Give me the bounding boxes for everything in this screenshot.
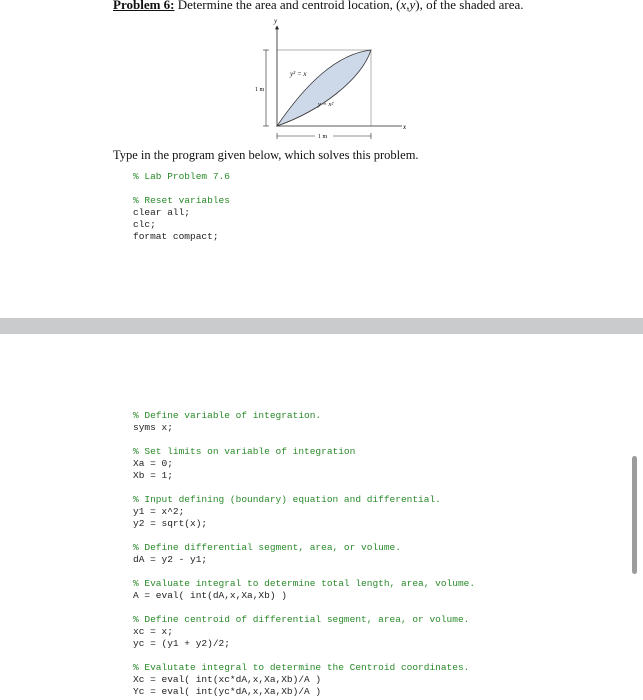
document-page-2 (0, 334, 643, 700)
shaded-area-figure (250, 14, 420, 144)
upper-curve-label: y² = x (290, 70, 307, 78)
code-block-setup (133, 171, 230, 243)
code-line: Xa = 0; (133, 458, 173, 469)
code-line: clear all; (133, 207, 191, 218)
code-line: y2 = sqrt(x); (133, 518, 208, 529)
ybar-symbol: $\overline{y}$ (409, 0, 416, 12)
comma: , (406, 0, 410, 12)
code-line: Xb = 1; (133, 470, 173, 481)
page-gap (0, 318, 643, 334)
problem-text-after: ), of the shaded area. (415, 0, 524, 12)
code-line: yc = (y1 + y2)/2; (133, 638, 230, 649)
code-line: xc = x; (133, 626, 173, 637)
code-comment-line: % Define centroid of differential segment, area, or volume. (133, 614, 470, 625)
code-blank-line (133, 530, 475, 542)
code-line: clc; (133, 219, 156, 230)
vertical-scrollbar[interactable] (632, 456, 637, 574)
code-line: A = eval( int(dA,x,Xa,Xb) ) (133, 590, 287, 601)
lower-curve-label: y = x² (318, 101, 334, 108)
code-blank-line (133, 482, 475, 494)
code-line: y1 = x^2; (133, 506, 185, 517)
code-blank-line (133, 602, 475, 614)
code-line: syms x; (133, 422, 173, 433)
code-comment-line: % Define differential segment, area, or volume. (133, 542, 401, 553)
problem-statement (113, 0, 524, 13)
width-dimension-label: 1 m (318, 134, 328, 140)
shaded-region (277, 50, 371, 126)
code-comment-line: % Define variable of integration. (133, 410, 322, 421)
code-line: dA = y2 - y1; (133, 554, 208, 565)
problem-text-before: Determine the area and centroid location, ( (174, 0, 401, 12)
code-blank-line (133, 650, 475, 662)
code-comment-line: % Evaluate integral to determine total length, area, volume. (133, 578, 476, 589)
code-line: Yc = eval( int(yc*dA,x,Xa,Xb)/A ) (133, 686, 322, 697)
code-blank-line (133, 566, 475, 578)
code-blank-line (133, 434, 475, 446)
instruction-text: Type in the program given below, which solves this problem. (113, 148, 419, 162)
code-comment-line: % Reset variables (133, 195, 230, 206)
code-blank-line (133, 183, 230, 195)
code-comment-line: % Input defining (boundary) equation and differential. (133, 494, 441, 505)
code-comment-line: % Set limits on variable of integration (133, 446, 356, 457)
y-axis-label: y (274, 17, 278, 25)
x-axis-label: x (403, 123, 407, 131)
problem-label: Problem 6: (113, 0, 175, 12)
code-line: format compact; (133, 231, 219, 242)
code-comment-line: % Lab Problem 7.6 (133, 171, 230, 182)
code-comment-line: % Evalutate integral to determine the Centroid coordinates. (133, 662, 470, 673)
code-line: Xc = eval( int(xc*dA,x,Xa,Xb)/A ) (133, 674, 322, 685)
document-page-1 (0, 0, 643, 318)
code-block-main (133, 410, 475, 698)
height-dimension-label: 1 m (255, 87, 265, 93)
xbar-symbol: $\overline{x}$ (400, 0, 407, 12)
